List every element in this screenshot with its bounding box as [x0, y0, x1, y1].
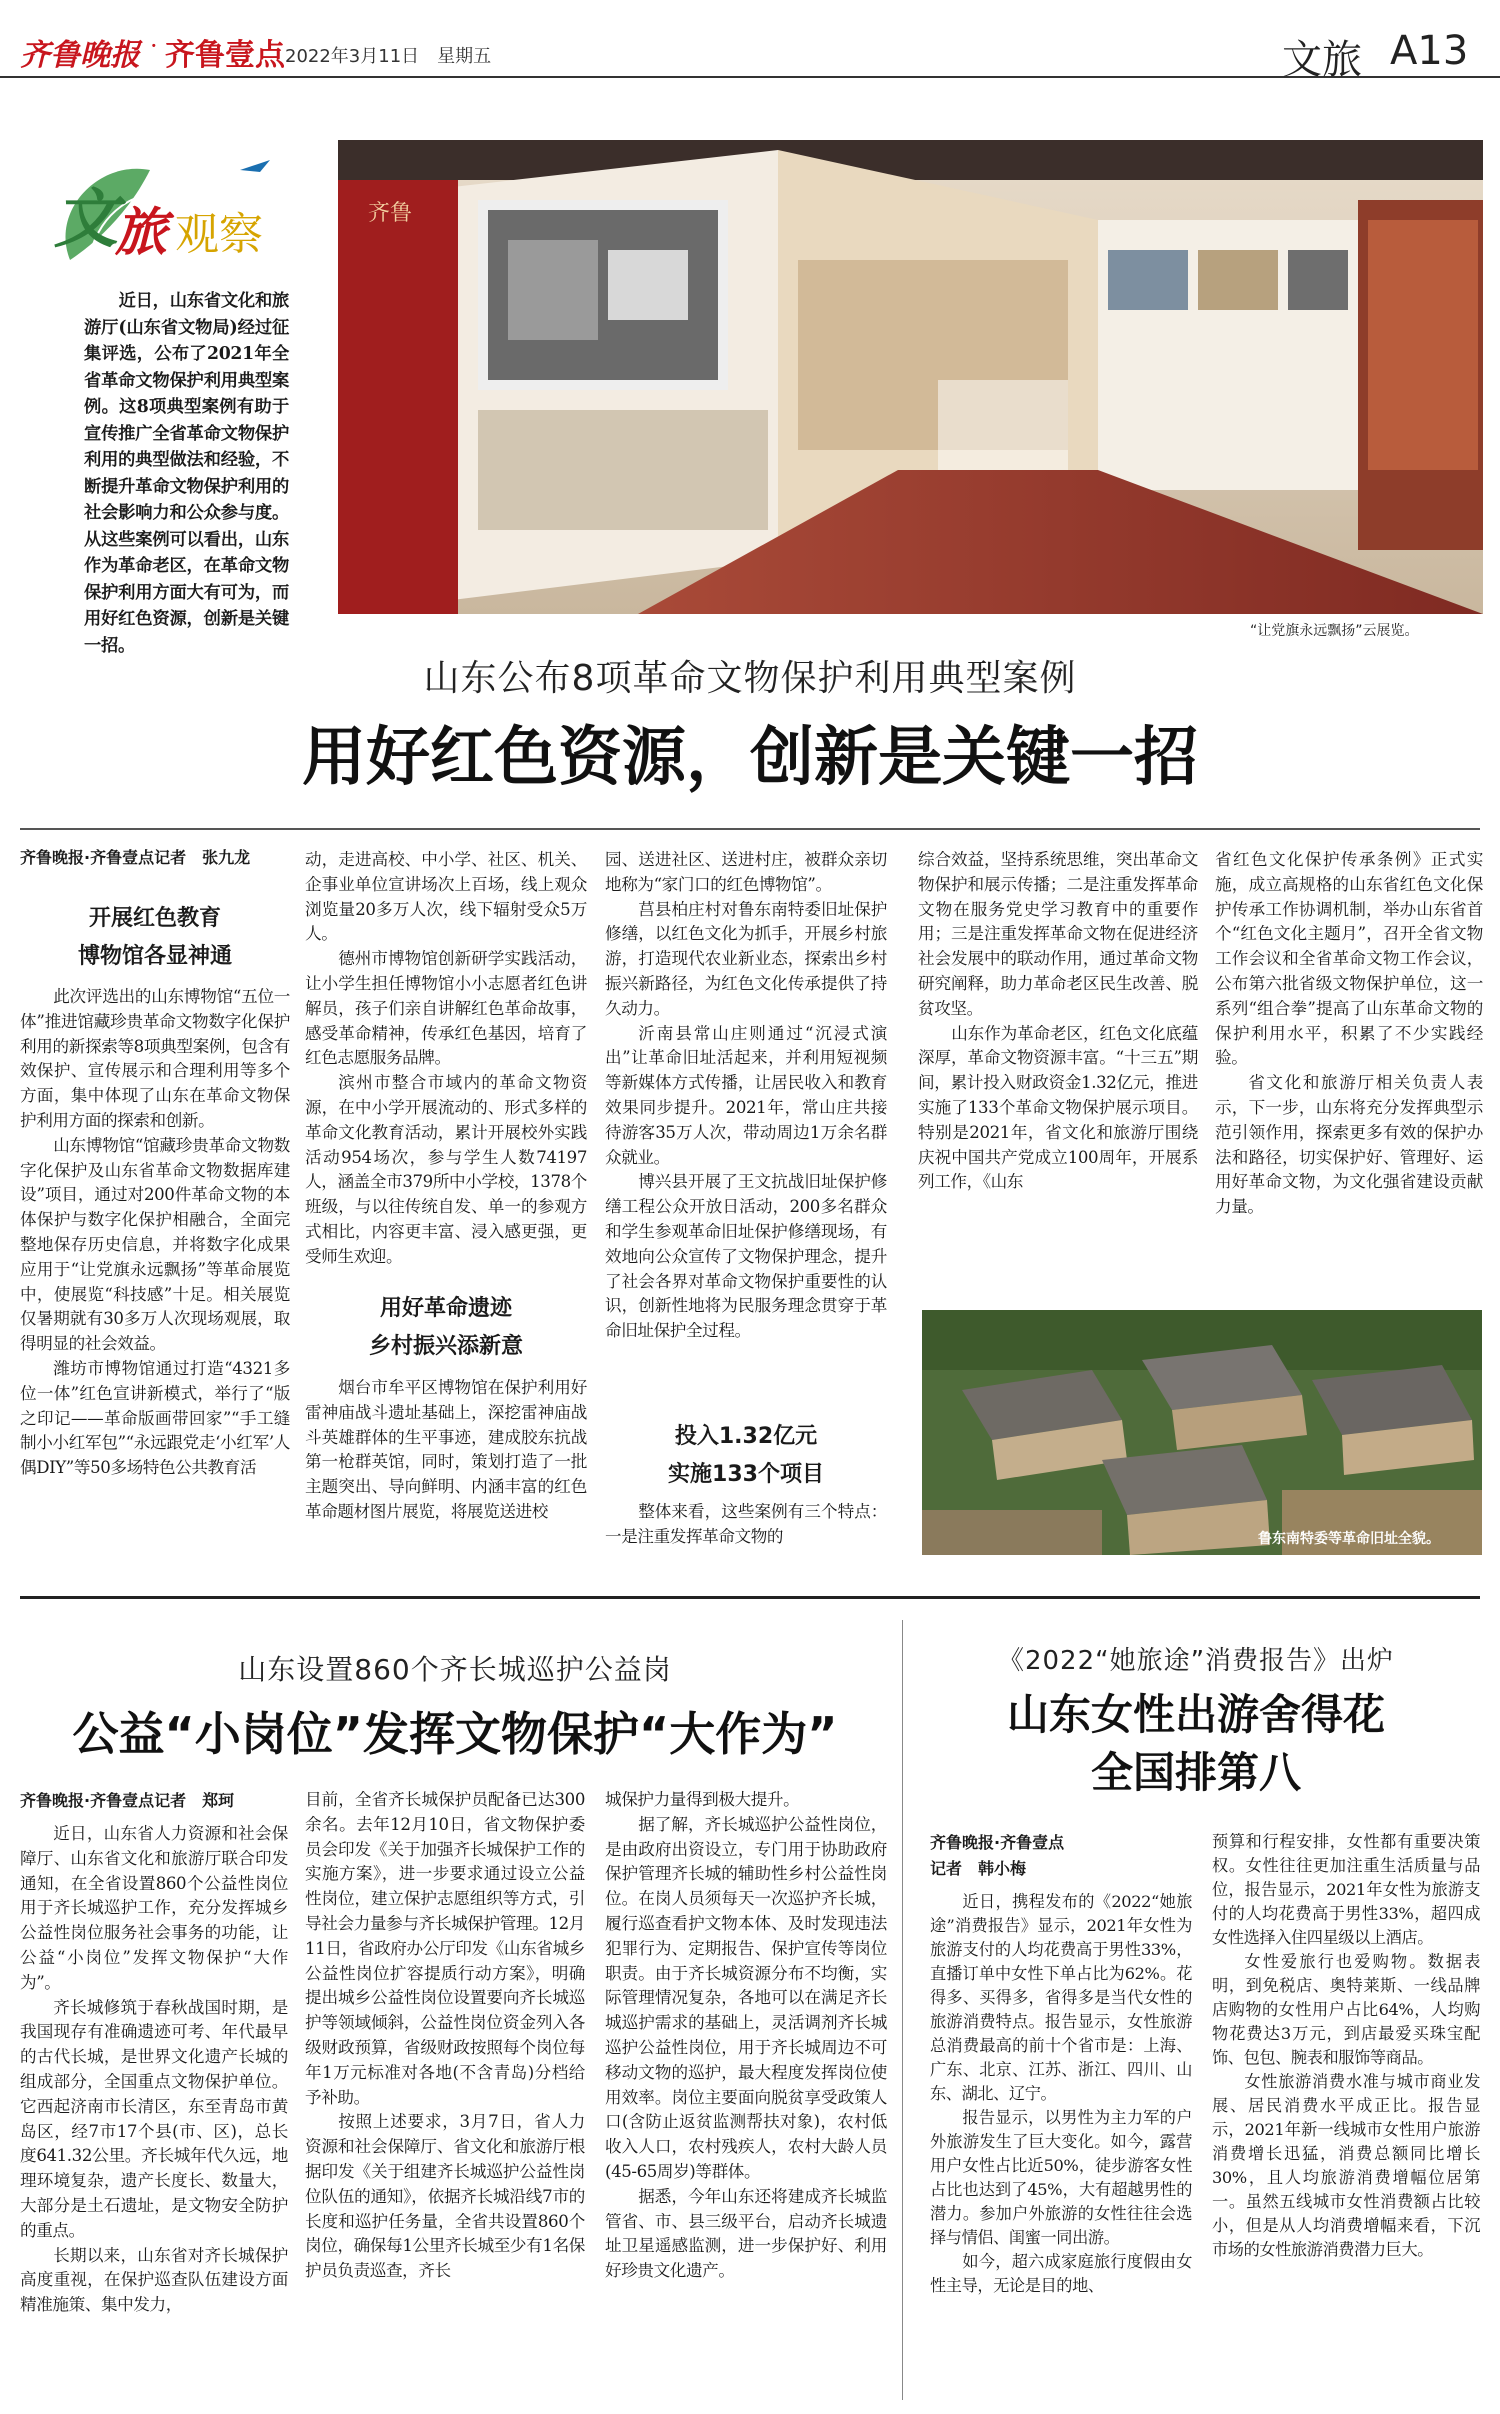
section1-line1: 开展红色教育 — [88, 906, 221, 931]
date-text: 2022年3月11日 — [285, 46, 420, 67]
section3-line1: 投入1.32亿元 — [674, 1424, 818, 1449]
publication-date — [285, 42, 491, 68]
section-name: 文旅 — [1282, 37, 1362, 83]
column-logo-wen: 文 — [54, 182, 118, 257]
brand-qilu-yidian: 齐鲁壹点 — [165, 38, 285, 73]
article2-byline: 齐鲁晚报·齐鲁壹点记者 郑珂 — [20, 1791, 235, 1810]
exhibition-hall-photo — [338, 140, 1483, 614]
paragraph: 如今，超六成家庭旅行度假由女性主导，无论是目的地、 — [930, 2252, 1192, 2295]
article1-section2-heading — [305, 1290, 587, 1366]
paragraph: 沂南县常山庄则通过“沉浸式演出”让革命旧址活起来，并利用短视频等新媒体方式传播，让居民收入和教育效果同步提升。2021年，常山庄共接待游客35万人次，带动周边1万余名群众就业。 — [605, 1023, 887, 1167]
paragraph: 城保护力量得到极大提升。 — [605, 1790, 800, 1809]
paragraph: 女性爱旅行也爱购物。数据表明，到免税店、奥特莱斯、一线品牌店购物的女性用户占比64%，人均购物花费达3万元，到店最爱买珠宝配饰、包包、腕表和服饰等商品。 — [1212, 1952, 1480, 2067]
paragraph: 长期以来，山东省对齐长城保护高度重视，在保护巡查队伍建设方面精准施策、集中发力， — [20, 2245, 288, 2315]
article1-column-5 — [1215, 848, 1483, 1288]
brand-separator: · — [150, 32, 158, 60]
article1-title: 用好红色资源，创新是关键一招 — [302, 721, 1198, 795]
paragraph: 滨州市整合市域内的革命文物资源，在中小学开展流动的、形式多样的革命文化教育活动，累计开展校外实践活动954场次，参与学生人数74197人，涵盖全市379所中小学校，1378个班级，与以往传统自发、单一的参观方式相比，内容更丰富、浸入感更强，更受师生欢迎。 — [305, 1073, 587, 1266]
article3-title-line1: 山东女性出游舍得花 — [1006, 1690, 1385, 1739]
article2-column-1 — [20, 1822, 288, 2402]
article3-column-2 — [1212, 1830, 1480, 2402]
paragraph: 按照上述要求，3月7日，省人力资源和社会保障厅、省文化和旅游厅根据印发《关于组建齐长城巡护公益性岗位队伍的通知》，依据齐长城沿线7市的长度和巡护任务量，全省共设置860个岗位，确保每1公里齐长城至少有1名保护员负责巡查，齐长 — [305, 2112, 585, 2281]
section2-line1: 用好革命遗迹 — [379, 1296, 512, 1321]
revolutionary-site-aerial-photo — [922, 1310, 1482, 1555]
section3-line2: 实施133个项目 — [668, 1462, 824, 1487]
article3-title-line2: 全国排第八 — [1090, 1748, 1301, 1797]
paragraph: 园、送进社区、送进村庄，被群众亲切地称为“家门口的红色博物馆”。 — [605, 850, 887, 894]
brand-qilu-evening: 齐鲁晚报 — [20, 38, 140, 73]
photo1-caption: “让党旗永远飘扬”云展览。 — [1250, 623, 1419, 639]
paragraph: 据了解，齐长城巡护公益性岗位，是由政府出资设立，专门用于协助政府保护管理齐长城的辅助性乡村公益性岗位。在岗人员须每天一次巡护齐长城，履行巡查看护文物本体、及时发现违法犯罪行为、定期报告、保护宣传等岗位职责。由于齐长城资源分布不均衡，实际管理情况复杂，各地可以在满足齐长城巡护需求的基础上，灵活调剂齐长城巡护公益性岗位，用于齐长城周边不可移动文物的巡护，最大程度发挥岗位使用效率。岗位主要面向脱贫享受政策人口(含防止返贫监测帮扶对象)，农村低收入人口，农村残疾人，农村大龄人员(45-65周岁)等群体。 — [605, 1814, 887, 2181]
exhibit-label: 齐鲁 — [368, 201, 413, 226]
article1-column-2b — [305, 1376, 587, 1576]
paragraph: 山东作为革命老区，红色文化底蕴深厚，革命文物资源丰富。“十三五”期间，累计投入财政资金1.32亿元，推进实施了133个革命文物保护展示项目。特别是2021年，省文化和旅游厅围绕庆祝中国共产党成立100周年，开展系列工作，《山东 — [918, 1023, 1198, 1192]
article1-section1-heading — [20, 900, 290, 976]
column-logo-observe: 观察 — [175, 209, 263, 260]
article3-byline-1: 齐鲁晚报·齐鲁壹点 — [930, 1833, 1065, 1852]
intro-paragraph — [84, 288, 289, 659]
paragraph: 博兴县开展了王文抗战旧址保护修缮工程公众开放日活动，200多名群众和学生参观革命旧址保护修缮现场，有效地向公众宣传了文物保护理念，提升了社会各界对革命文物保护重要性的认识，创新性地将为民服务理念贯穿于革命旧址保护全过程。 — [605, 1172, 887, 1341]
article1-column-2a — [305, 848, 587, 1278]
paragraph: 省文化和旅游厅相关负责人表示，下一步，山东将充分发挥典型示范引领作用，探索更多有效的保护办法和路径，切实保护好、管理好、运用好革命文物，为文化强省建设贡献力量。 — [1215, 1073, 1483, 1217]
article1-column-3a — [605, 848, 887, 1388]
column-divider — [902, 1620, 903, 2400]
divider — [20, 1596, 1480, 1599]
article2-column-3 — [605, 1788, 887, 2402]
article1-column-4 — [918, 848, 1198, 1288]
article1-subtitle: 山东公布8项革命文物保护利用典型案例 — [423, 658, 1077, 699]
paragraph: 女性旅游消费水准与城市商业发展、居民消费水平成正比。报告显示，2021年新一线城市女性用户旅游消费增长迅猛，消费总额同比增长30%，且人均旅游消费增幅位居第一。虽然五线城市女性消费额占比较小，但是从人均消费增幅来看，下沉市场的女性旅游消费潜力巨大。 — [1212, 2072, 1480, 2259]
divider — [20, 828, 1480, 830]
photo2-caption: 鲁东南特委等革命旧址全貌。 — [1258, 1531, 1440, 1547]
paragraph: 整体来看，这些案例有三个特点：一是注重发挥革命文物的 — [605, 1502, 887, 1546]
column-logo-lv: 旅 — [115, 202, 168, 263]
article2-column-2 — [305, 1788, 585, 2402]
paragraph: 近日，山东省人力资源和社会保障厅、山东省文化和旅游厅联合印发通知，在全省设置860个公益性岗位用于齐长城巡护工作，充分发挥城乡公益性岗位服务社会事务的功能，让公益“小岗位”发挥文物保护“大作为”。 — [20, 1824, 288, 1992]
article3-column-1 — [930, 1890, 1192, 2402]
paragraph: 近日，携程发布的《2022“她旅途”消费报告》显示，2021年女性为旅游支付的人均花费高于男性33%，直播订单中女性下单占比为62%。花得多、买得多，省得多是当代女性的旅游消费特点。报告显示，女性旅游总消费最高的前十个省市是：上海、广东、北京、江苏、浙江、四川、山东、湖北、辽宁。 — [930, 1892, 1192, 2103]
paragraph: 德州市博物馆创新研学实践活动，让小学生担任博物馆小小志愿者红色讲解员，孩子们亲自讲解红色革命故事，感受革命精神，传承红色基因，培育了红色志愿服务品牌。 — [305, 949, 587, 1068]
article1-byline: 齐鲁晚报·齐鲁壹点记者 张九龙 — [20, 848, 251, 867]
paragraph: 莒县柏庄村对鲁东南特委旧址保护修缮，以红色文化为抓手，开展乡村旅游，打造现代农业新业态，探索出乡村振兴新路径，为红色文化传承提供了持久动力。 — [605, 899, 887, 1018]
section2-line2: 乡村振兴添新意 — [368, 1334, 523, 1359]
article3-subtitle: 《2022“她旅途”消费报告》出炉 — [997, 1646, 1395, 1676]
article1-column-1 — [20, 985, 290, 1575]
paragraph: 据悉，今年山东还将建成齐长城监管省、市、县三级平台，启动齐长城遗址卫星遥感监测，进一步保护好、利用好珍贵文化遗产。 — [605, 2186, 887, 2281]
paragraph: 预算和行程安排，女性都有重要决策权。女性往往更加注重生活质量与品位，报告显示，2021年女性为旅游支付的人均花费高于男性33%，超四成女性选择入住四星级以上酒店。 — [1212, 1832, 1480, 1947]
section1-line2: 博物馆各显神通 — [77, 944, 232, 969]
article1-column-3b — [605, 1500, 887, 1576]
paragraph: 烟台市牟平区博物馆在保护利用好雷神庙战斗遗址基础上，深挖雷神庙战斗英雄群体的生平事迹，建成胶东抗战第一枪群英馆，同时，策划打造了一批主题突出、导向鲜明、内涵丰富的红色革命题材图片展览，将展览送进校 — [305, 1378, 587, 1521]
article2-subtitle: 山东设置860个齐长城巡护公益岗 — [238, 1653, 672, 1686]
paragraph: 综合效益，坚持系统思维，突出革命文物保护和展示传播；二是注重发挥革命文物在服务党史学习教育中的重要作用；三是注重发挥革命文物在促进经济社会发展中的联动作用，通过革命文物研究阐释，助力革命老区民生改善、脱贫攻坚。 — [918, 850, 1198, 1018]
weekday-text: 星期五 — [437, 46, 492, 67]
paragraph: 目前，全省齐长城保护员配备已达300余名。去年12月10日，省文物保护委员会印发《关于加强齐长城保护工作的实施方案》，进一步要求通过设立公益性岗位，建立保护志愿组织等方式，引导社会力量参与齐长城保护管理。12月11日，省政府办公厅印发《山东省城乡公益性岗位扩容提质行动方案》，明确提出城乡公益性岗位设置要向齐长城巡护等领域倾斜，公益性岗位资金列入各级财政预算，省级财政按照每个岗位每年1万元标准对各地(不含青岛)分档给予补助。 — [305, 1790, 585, 2107]
paragraph: 山东博物馆“馆藏珍贵革命文物数字化保护及山东省革命文物数据库建设”项目，通过对200件革命文物的本体保护与数字化保护相融合，全面完整地保存历史信息，并将数字化成果应用于“让党旗永远飘扬”等革命展览中，使展览“科技感”十足。相关展览仅暑期就有30多万人次现场观展，取得明显的社会效益。 — [20, 1135, 290, 1354]
paragraph: 报告显示，以男性为主力军的户外旅游发生了巨大变化。如今，露营用户女性占比近50%，徒步游客女性占比也达到了45%，大有超越男性的潜力。参加户外旅游的女性往往会选择与情侣、闺蜜一同出游。 — [930, 2108, 1192, 2247]
article3-byline-2: 记者 韩小梅 — [930, 1859, 1027, 1878]
paragraph: 动，走进高校、中小学、社区、机关、企事业单位宣讲场次上百场，线上观众浏览量20多万人次，线下辐射受众5万人。 — [305, 850, 587, 944]
paragraph: 潍坊市博物馆通过打造“4321多位一体”红色宣讲新模式，举行了“版之印记——革命版画带回家”“手工缝制小小红军包”“永远跟党走‘小红军’人偶DIY”等50多场特色公共教育活 — [20, 1358, 290, 1478]
article1-section3-heading — [605, 1418, 887, 1494]
intro-text: 近日，山东省文化和旅游厅(山东省文物局)经过征集评选，公布了2021年全省革命文物保护利用典型案例。这8项典型案例有助于宣传推广全省革命文物保护利用的典型做法和经验，不断提升革命文物保护利用的社会影响力和公众参与度。从这些案例可以看出，山东作为革命老区，在革命文物保护利用方面大有可为，而用好红色资源，创新是关键一招。 — [84, 291, 289, 656]
article2-title: 公益“小岗位”发挥文物保护“大作为” — [72, 1707, 838, 1761]
paragraph: 省红色文化保护传承条例》正式实施，成立高规格的山东省红色文化保护传承工作协调机制，举办山东省首个“红色文化主题月”，召开全省文物工作会议和全省革命文物工作会议，公布第六批省级文物保护单位，这一系列“组合拳”提高了山东革命文物的保护利用水平，积累了不少实践经验。 — [1215, 850, 1483, 1068]
paragraph: 齐长城修筑于春秋战国时期，是我国现存有准确遗迹可考、年代最早的古代长城，是世界文化遗产长城的组成部分，全国重点文物保护单位。它西起济南市长清区，东至青岛市黄岛区，经7市17个县(市、区)，总长度641.32公里。齐长城年代久远，地理环境复杂，遗产长度长、数量大，大部分是土石遗址，是文物安全防护的重点。 — [20, 1997, 288, 2240]
paragraph: 此次评选出的山东博物馆“五位一体”推进馆藏珍贵革命文物数字化保护利用的新探索等8项典型案例，包含有效保护、宣传展示和合理利用等多个方面，集中体现了山东在革命文物保护利用方面的探索和创新。 — [20, 987, 290, 1130]
page-number: A13 — [1390, 28, 1469, 74]
